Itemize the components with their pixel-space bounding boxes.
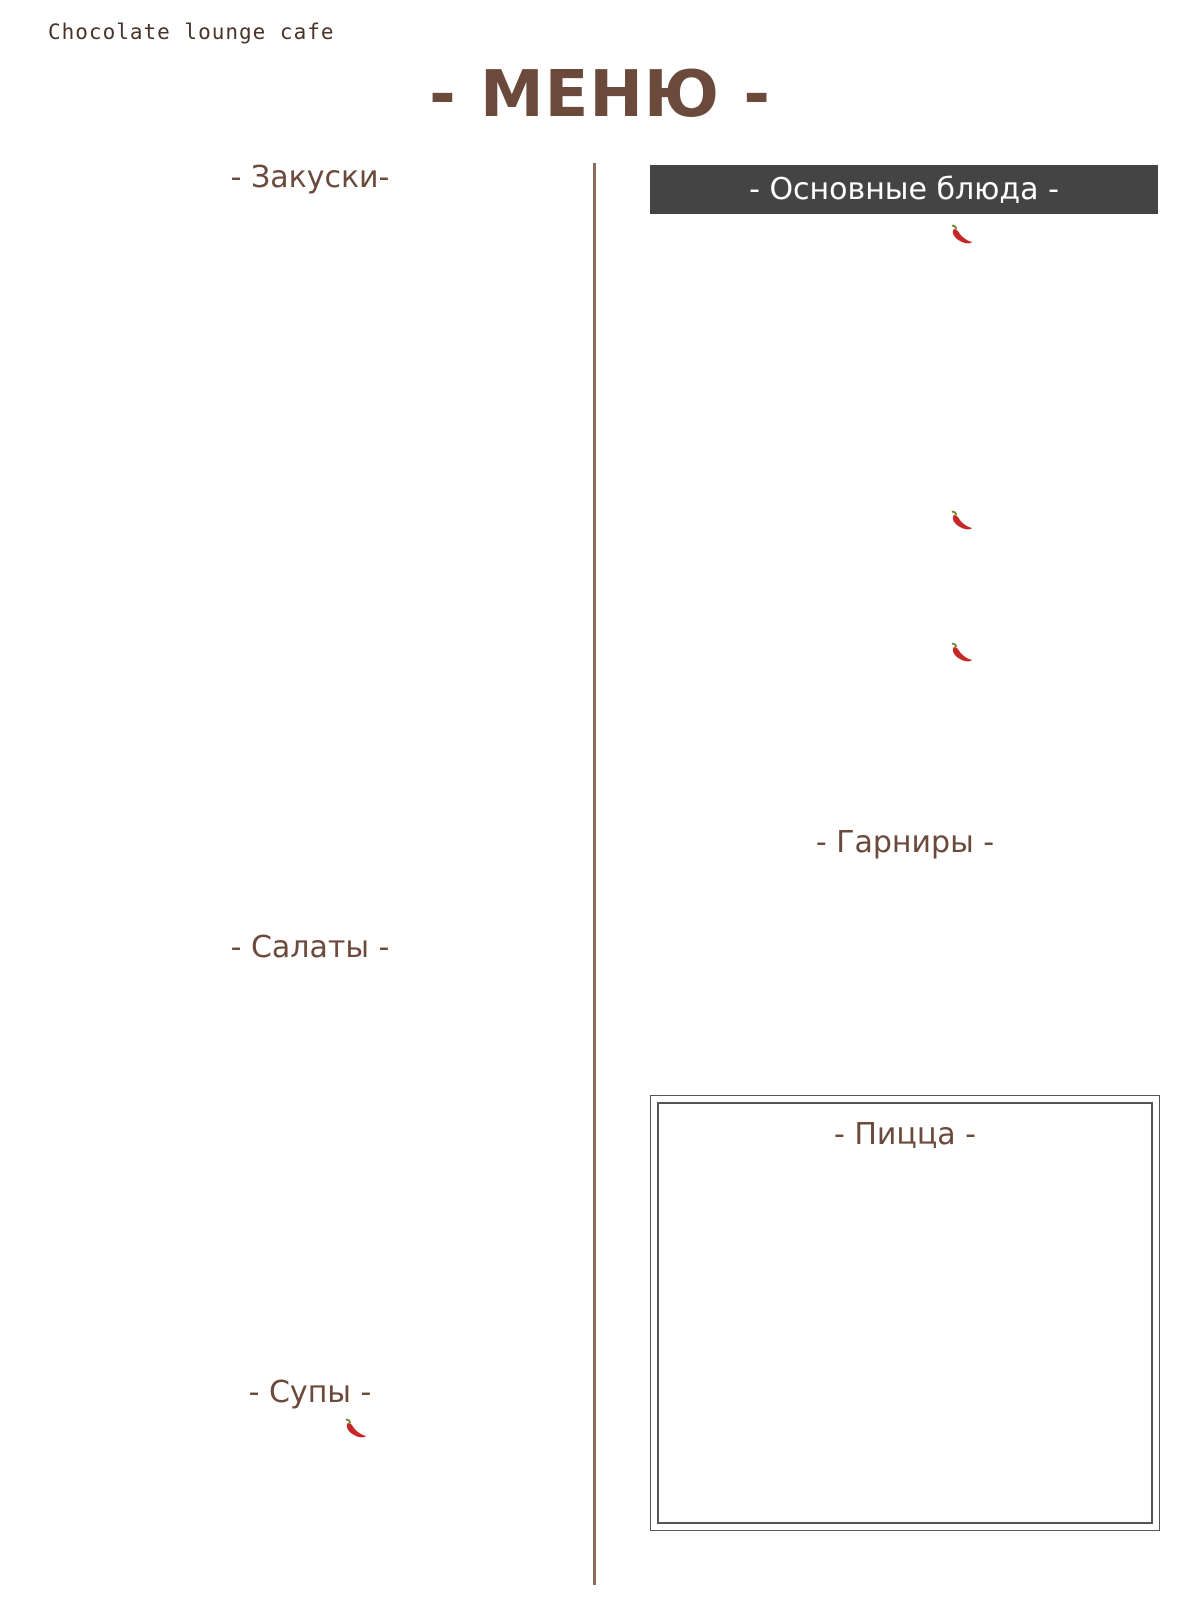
chili-pepper-icon bbox=[948, 642, 974, 664]
pizza-box-inner bbox=[657, 1102, 1153, 1524]
chili-pepper-icon bbox=[948, 510, 974, 532]
chili-pepper-icon bbox=[342, 1418, 368, 1440]
section-title-pizza: - Пицца - bbox=[833, 1117, 976, 1152]
menu-title: - МЕНЮ - bbox=[429, 58, 771, 132]
section-title-salaty: - Салаты - bbox=[230, 930, 390, 965]
section-title-garniry: - Гарниры - bbox=[815, 825, 995, 860]
section-title-supy: - Супы - bbox=[248, 1375, 372, 1410]
section-title-osnovnye: - Основные блюда - bbox=[650, 165, 1158, 214]
chili-pepper-icon bbox=[948, 224, 974, 246]
cafe-brand: Chocolate lounge cafe bbox=[48, 20, 335, 44]
column-divider bbox=[593, 163, 596, 1585]
section-title-zakuski: - Закуски- bbox=[230, 160, 390, 195]
